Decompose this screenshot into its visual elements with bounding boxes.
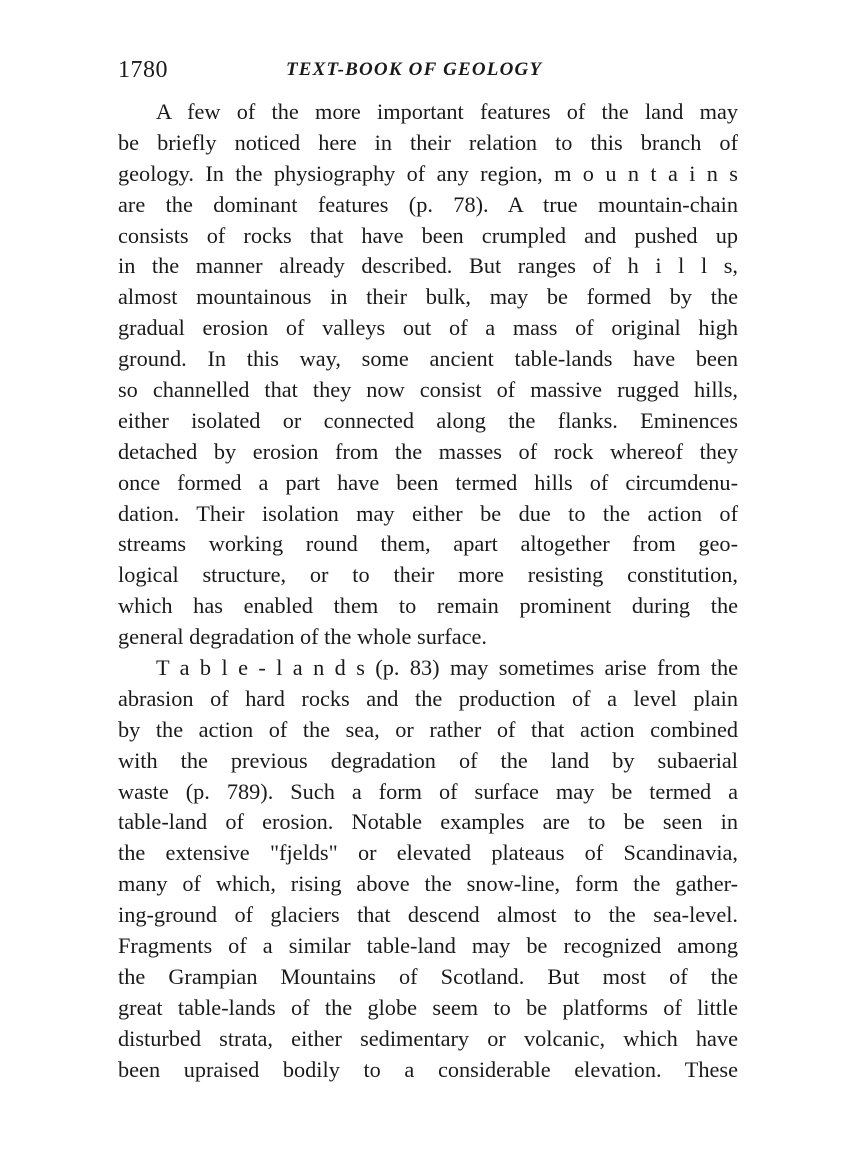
running-title: TEXT-BOOK OF GEOLOGY <box>286 59 543 80</box>
text-line: general degradation of the whole surface. <box>118 624 487 650</box>
text-line: the Grampian Mountains of Scotland. But most of the <box>118 963 738 989</box>
text-line: with the previous degradation of the land by subaerial <box>118 747 738 773</box>
text-line: waste (p. 789). Such a form of surface may be termed a <box>118 778 738 804</box>
text-line: in the manner already described. But ranges of h i l l s, <box>118 253 738 279</box>
text-line: T a b l e - l a n d s (p. 83) may sometimes arise from the <box>156 655 738 681</box>
text-line: abrasion of hard rocks and the production of a level plain <box>118 685 738 711</box>
text-line: A few of the more important features of the land may <box>156 99 738 124</box>
text-line: are the dominant features (p. 78). A true mountain-chain <box>118 191 738 217</box>
text-line: been upraised bodily to a considerable elevation. These <box>118 1056 738 1082</box>
text-line: great table-lands of the globe seem to be platforms of little <box>118 994 738 1020</box>
text-line: ground. In this way, some ancient table-lands have been <box>118 346 738 372</box>
body-text <box>118 97 738 1086</box>
text-line: the extensive "fjelds" or elevated plateaus of Scandinavia, <box>118 840 738 866</box>
text-line: by the action of the sea, or rather of that action combined <box>118 716 738 742</box>
running-head <box>118 52 738 88</box>
text-line: geology. In the physiography of any region, m o u n t a i n s <box>118 160 738 186</box>
text-line: Fragments of a similar table-land may be recognized among <box>118 933 738 959</box>
text-line: once formed a part have been termed hills of circumdenu- <box>118 469 738 495</box>
page-number: 1780 <box>118 57 168 83</box>
text-line: many of which, rising above the snow-line, form the gather- <box>118 871 738 897</box>
text-line: either isolated or connected along the flanks. Eminences <box>118 407 738 433</box>
text-line: ing-ground of glaciers that descend almost to the sea-level. <box>118 902 738 928</box>
text-line: be briefly noticed here in their relation to this branch of <box>118 129 738 155</box>
text-line: which has enabled them to remain prominent during the <box>118 593 738 619</box>
text-line: dation. Their isolation may either be due to the action of <box>118 500 738 526</box>
text-line: logical structure, or to their more resisting constitution, <box>118 562 738 588</box>
text-line: gradual erosion of valleys out of a mass of original high <box>118 315 738 341</box>
text-line: detached by erosion from the masses of rock whereof they <box>118 438 738 464</box>
text-line: table-land of erosion. Notable examples are to be seen in <box>118 809 738 835</box>
text-line: disturbed strata, either sedimentary or volcanic, which have <box>118 1025 738 1051</box>
text-line: streams working round them, apart altogether from geo- <box>118 531 738 557</box>
text-line: so channelled that they now consist of massive rugged hills, <box>118 377 738 403</box>
text-line: consists of rocks that have been crumpled and pushed up <box>118 222 738 248</box>
text-line: almost mountainous in their bulk, may be formed by the <box>118 284 738 310</box>
